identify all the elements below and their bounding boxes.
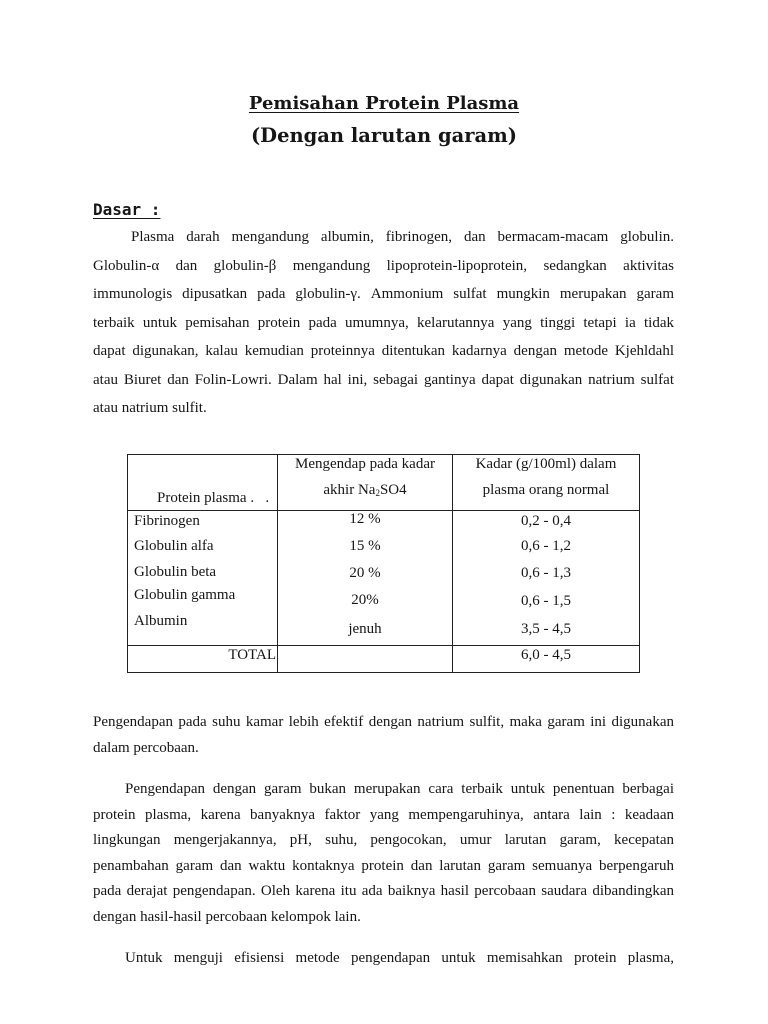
- paragraph-line: terbaik untuk pemisahan protein pada umumnya, kelarutannya yang tinggi tetapi ia tidak: [93, 314, 674, 331]
- cell-protein: Globulin gamma: [134, 587, 236, 603]
- cell-protein: Fibrinogen: [134, 513, 200, 529]
- protein-plasma-table: [127, 454, 640, 673]
- paragraph-line: dalam percobaan.: [93, 740, 199, 756]
- cell-normal-level: 0,6 - 1,5: [521, 593, 571, 609]
- cell-precipitate-at: 20 %: [349, 565, 381, 581]
- paragraph-line: protein plasma, karena banyaknya faktor yang mempengaruhinya, antara lain : keadaan: [93, 806, 674, 823]
- cell-protein: Albumin: [134, 613, 188, 629]
- cell-normal-level: 3,5 - 4,5: [521, 621, 571, 637]
- cell-precipitate-at: jenuh: [348, 621, 382, 637]
- header-normal-level-line1: Kadar (g/100ml) dalam: [475, 456, 617, 472]
- paragraph-line: dapat digunakan, kalau kemudian proteinnya ditentukan kadarnya dengan metode Kjehldahl: [93, 343, 674, 359]
- paragraph-line: Pengendapan pada suhu kamar lebih efektif dengan natrium sulfit, maka garam ini digunakan: [93, 714, 674, 730]
- header-formula-suffix: SO4: [379, 482, 407, 498]
- paragraph-line: Plasma darah mengandung albumin, fibrinogen, dan bermacam-macam globulin.: [131, 229, 674, 245]
- cell-protein: Globulin beta: [134, 564, 217, 580]
- paragraph-line: pada derajat pengendapan. Oleh karena itu ada baiknya hasil percobaan saudara dibandingkan: [93, 883, 674, 900]
- section-heading-dasar: Dasar :: [93, 200, 161, 219]
- header-formula-subscript: 2: [375, 488, 380, 498]
- paragraph-line: Globulin-α dan globulin-β mengandung lipoprotein-lipoprotein, sedangkan aktivitas: [93, 257, 674, 274]
- paragraph-3: [93, 777, 674, 931]
- paragraph-4: [93, 945, 674, 971]
- header-formula-prefix: akhir Na: [323, 482, 376, 498]
- header-final-concentration-line1: Mengendap pada kadar: [295, 456, 435, 472]
- cell-normal-level: 0,6 - 1,2: [521, 538, 571, 554]
- header-final-concentration-line2: [278, 481, 452, 499]
- paragraph-line: immunologis dipusatkan pada globulin-γ. Ammonium sulfat mungkin merupakan garam: [93, 286, 674, 302]
- page-title-text: Pemisahan Protein Plasma: [248, 93, 520, 114]
- cell-normal-level: 0,2 - 0,4: [521, 513, 571, 529]
- paragraph-2: [93, 709, 674, 761]
- paragraph-line: penambahan garam dan waktu kontaknya protein dan larutan garam semuanya berpengaruh: [93, 857, 674, 874]
- paragraph-line: atau natrium sulfit.: [93, 400, 207, 416]
- page-title: [0, 93, 768, 115]
- paragraph-line: Untuk menguji efisiensi metode pengendapan untuk memisahkan protein plasma,: [125, 950, 674, 966]
- paragraph-line: dengan hasil-hasil percobaan kelompok lain.: [93, 908, 361, 925]
- cell-protein: Globulin alfa: [134, 538, 214, 554]
- cell-precipitate-at: 15 %: [349, 538, 381, 554]
- page-subtitle: (Dengan larutan garam): [250, 124, 518, 147]
- header-normal-level-line2: plasma orang normal: [482, 482, 610, 498]
- paragraph-line: lingkungan mengerjakannya, pH, suhu, pengocokan, umur larutan garam, kecepatan: [93, 832, 674, 849]
- paragraph-line: Pengendapan dengan garam bukan merupakan cara terbaik untuk penentuan berbagai: [125, 781, 674, 797]
- cell-normal-level: 0,6 - 1,3: [521, 565, 571, 581]
- cell-precipitate-at: 12 %: [349, 511, 381, 527]
- header-protein-plasma: Protein plasma . .: [157, 490, 270, 506]
- cell-precipitate-at: 20%: [351, 592, 379, 608]
- total-label: TOTAL: [228, 647, 276, 663]
- total-normal-level: 6,0 - 4,5: [521, 647, 571, 663]
- dasar-paragraph: [93, 223, 674, 423]
- paragraph-line: atau Biuret dan Folin-Lowri. Dalam hal ini, sebagai gantinya dapat digunakan natrium sulfat: [93, 371, 674, 388]
